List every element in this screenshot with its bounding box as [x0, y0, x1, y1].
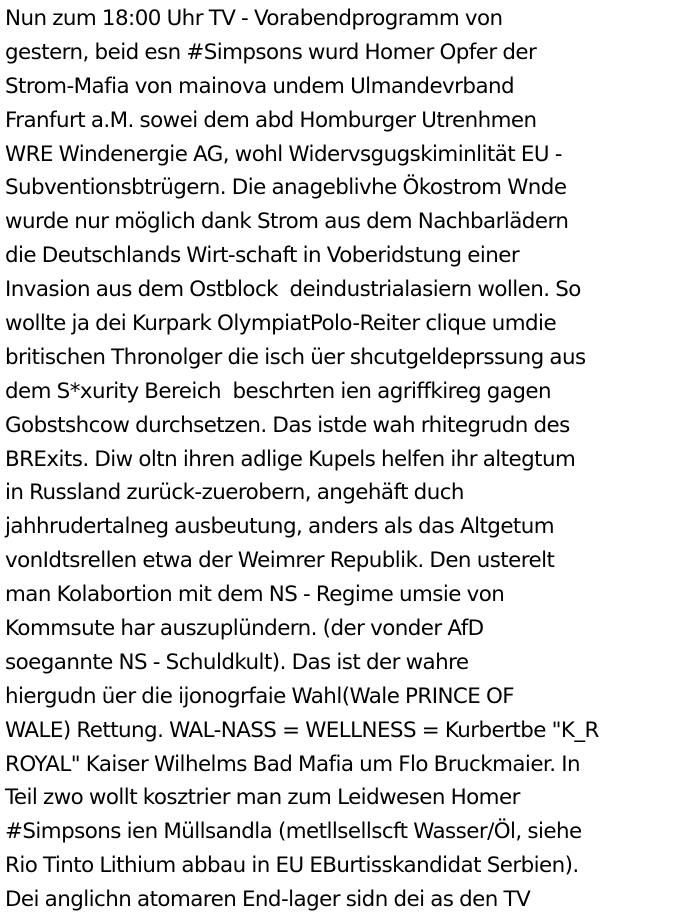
text-line: Gobstshcow durchsetzen. Das istde wah rhitegrudn des [5, 412, 570, 438]
text-line: britischen Thronolger die isch üer shcutgeldeprssung aus [5, 344, 586, 370]
text-line: Teil zwo wollt kosztrier man zum Leidwesen Homer [5, 785, 520, 811]
text-line: die Deutschlands Wirt-schaft in Voberidstung einer [5, 243, 520, 269]
text-line: Rio Tinto Lithium abbau in EU EBurtisskandidat Serbien). [5, 853, 579, 879]
text-line: WRE Windenergie AG, wohl Widervsgugskiminlität EU - [5, 141, 562, 167]
text-line: ROYAL" Kaiser Wilhelms Bad Mafia um Flo Bruckmaier. In [5, 751, 580, 777]
text-line: BRExits. Diw oltn ihren adlige Kupels helfen ihr altegtum [5, 446, 576, 472]
text-line: Franfurt a.M. sowei dem abd Homburger Utrenhmen [5, 107, 537, 133]
text-line: soegannte NS - Schuldkult). Das ist der wahre [5, 649, 469, 675]
text-line: jahhrudertalneg ausbeutung, anders als das Altgetum [5, 514, 555, 540]
text-line: hiergudn üer die ijonogrfaie Wahl(Wale PRINCE OF [5, 683, 515, 709]
text-line: in Russland zurück-zuerobern, angehäft duch [5, 480, 464, 506]
text-line: man Kolabortion mit dem NS - Regime umsie von [5, 582, 505, 608]
body-text [5, 2, 599, 917]
text-line: WALE) Rettung. WAL-NASS = WELLNESS = Kurbertbe "K_R [5, 717, 599, 743]
text-line: Invasion aus dem Ostblock deindustrialasiern wollen. So [5, 277, 581, 303]
text-line: gestern, beid esn #Simpsons wurd Homer Opfer der [5, 39, 537, 65]
text-line: Nun zum 18:00 Uhr TV - Vorabendprogramm von [5, 6, 503, 31]
text-line: wurde nur möglich dank Strom aus dem Nachbarlädern [5, 209, 569, 235]
text-line: Subventionsbtrügern. Die anageblivhe Ökostrom Wnde [5, 175, 567, 201]
text-line: Strom-Mafia von mainova undem Ulmandevrband [5, 73, 515, 99]
text-line: Dei anglichn atomaren End-lager sidn dei as den TV [5, 887, 531, 913]
text-line: vonIdtsrellen etwa der Weimrer Republik. Den usterelt [5, 548, 555, 574]
text-line: wollte ja dei Kurpark OlympiatPolo-Reiter clique umdie [5, 311, 557, 337]
text-line: dem S*xurity Bereich beschrten ien agriffkireg gagen [5, 378, 551, 404]
text-line: #Simpsons ien Müllsandla (metllsellscft Wasser/Öl, siehe [5, 819, 582, 845]
text-line: Kommsute har auszuplündern. (der vonder AfD [5, 616, 484, 642]
